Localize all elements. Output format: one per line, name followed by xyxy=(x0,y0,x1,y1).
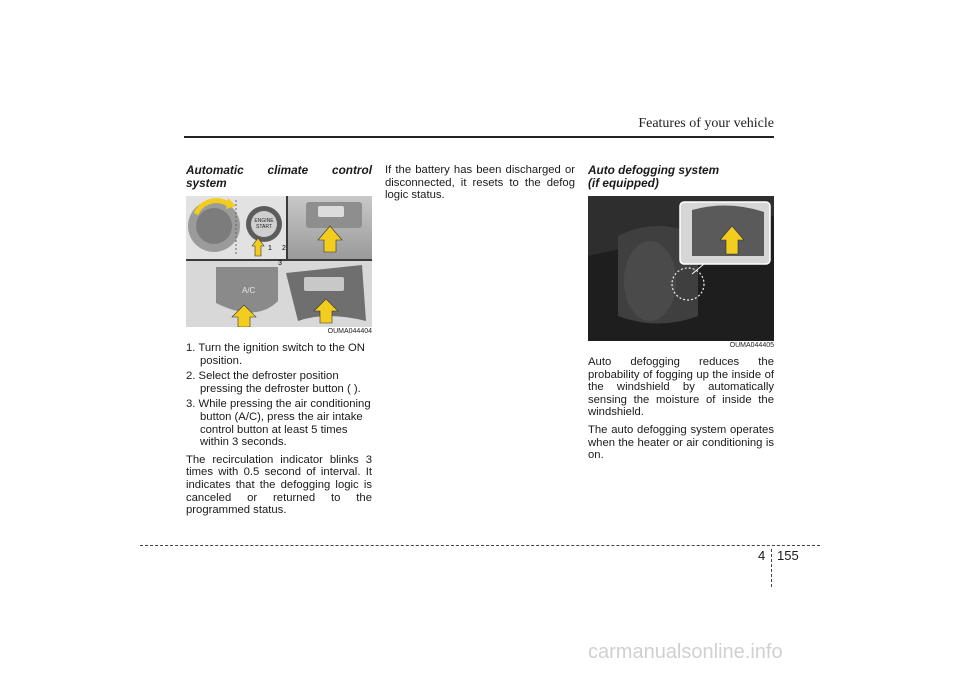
steps-list xyxy=(186,342,372,449)
figure-code-2: OUMA044405 xyxy=(729,342,774,349)
defroster-panel xyxy=(288,196,372,259)
figure-code-1: OUMA044404 xyxy=(327,328,372,335)
battery-paragraph: If the battery has been discharged or disconnected, it resets to the defog logic status. xyxy=(385,164,575,202)
section-title: Features of your vehicle xyxy=(638,116,774,131)
recirculation-paragraph: The recirculation indicator blinks 3 times with 0.5 second of interval. It indicates that the defogging logic is canceled or returned to the programmed status. xyxy=(186,453,372,517)
footer-dashed-rule xyxy=(140,545,820,546)
svg-text:A/C: A/C xyxy=(242,286,256,295)
figure-climate-controls xyxy=(186,196,372,327)
page-number: 155 xyxy=(777,548,799,563)
heading-line-2: (if equipped) xyxy=(588,176,659,190)
ac-panel xyxy=(186,261,372,327)
chapter-number: 4 xyxy=(758,548,766,563)
column-2 xyxy=(385,164,575,207)
figure-label-1: 1 xyxy=(268,245,272,252)
svg-text:START: START xyxy=(256,224,272,230)
figure-label-3: 3 xyxy=(278,260,282,267)
page-separator xyxy=(771,549,772,587)
watermark: carmanualsonline.info xyxy=(588,641,783,663)
figure-mirror-sensor xyxy=(588,196,774,341)
defog-paragraph-2: The auto defogging system operates when the heater or air conditioning is on. xyxy=(588,423,774,462)
step-1: 1. Turn the ignition switch to the ON position. xyxy=(186,342,365,367)
column-3 xyxy=(588,164,774,467)
heading-line-1: Auto defogging system xyxy=(588,163,720,177)
defog-paragraph-1: Auto defogging reduces the probability of fogging up the inside of the windshield by automatically sensing the moisture of inside the windshield. xyxy=(588,356,774,419)
heading-auto-defogging xyxy=(588,164,774,190)
step-2: 2. Select the defroster position pressing the defroster button ( ). xyxy=(186,370,361,395)
step-3: 3. While pressing the air conditioning button (A/C), press the air intake control button at least 5 times within 3 seconds. xyxy=(186,398,371,449)
header-rule xyxy=(184,136,774,138)
heading-automatic-climate: Automatic climate control system xyxy=(186,163,372,190)
figure-label-2: 2 xyxy=(282,245,286,252)
svg-text:ENGINE: ENGINE xyxy=(254,218,274,224)
column-1 xyxy=(186,164,372,522)
